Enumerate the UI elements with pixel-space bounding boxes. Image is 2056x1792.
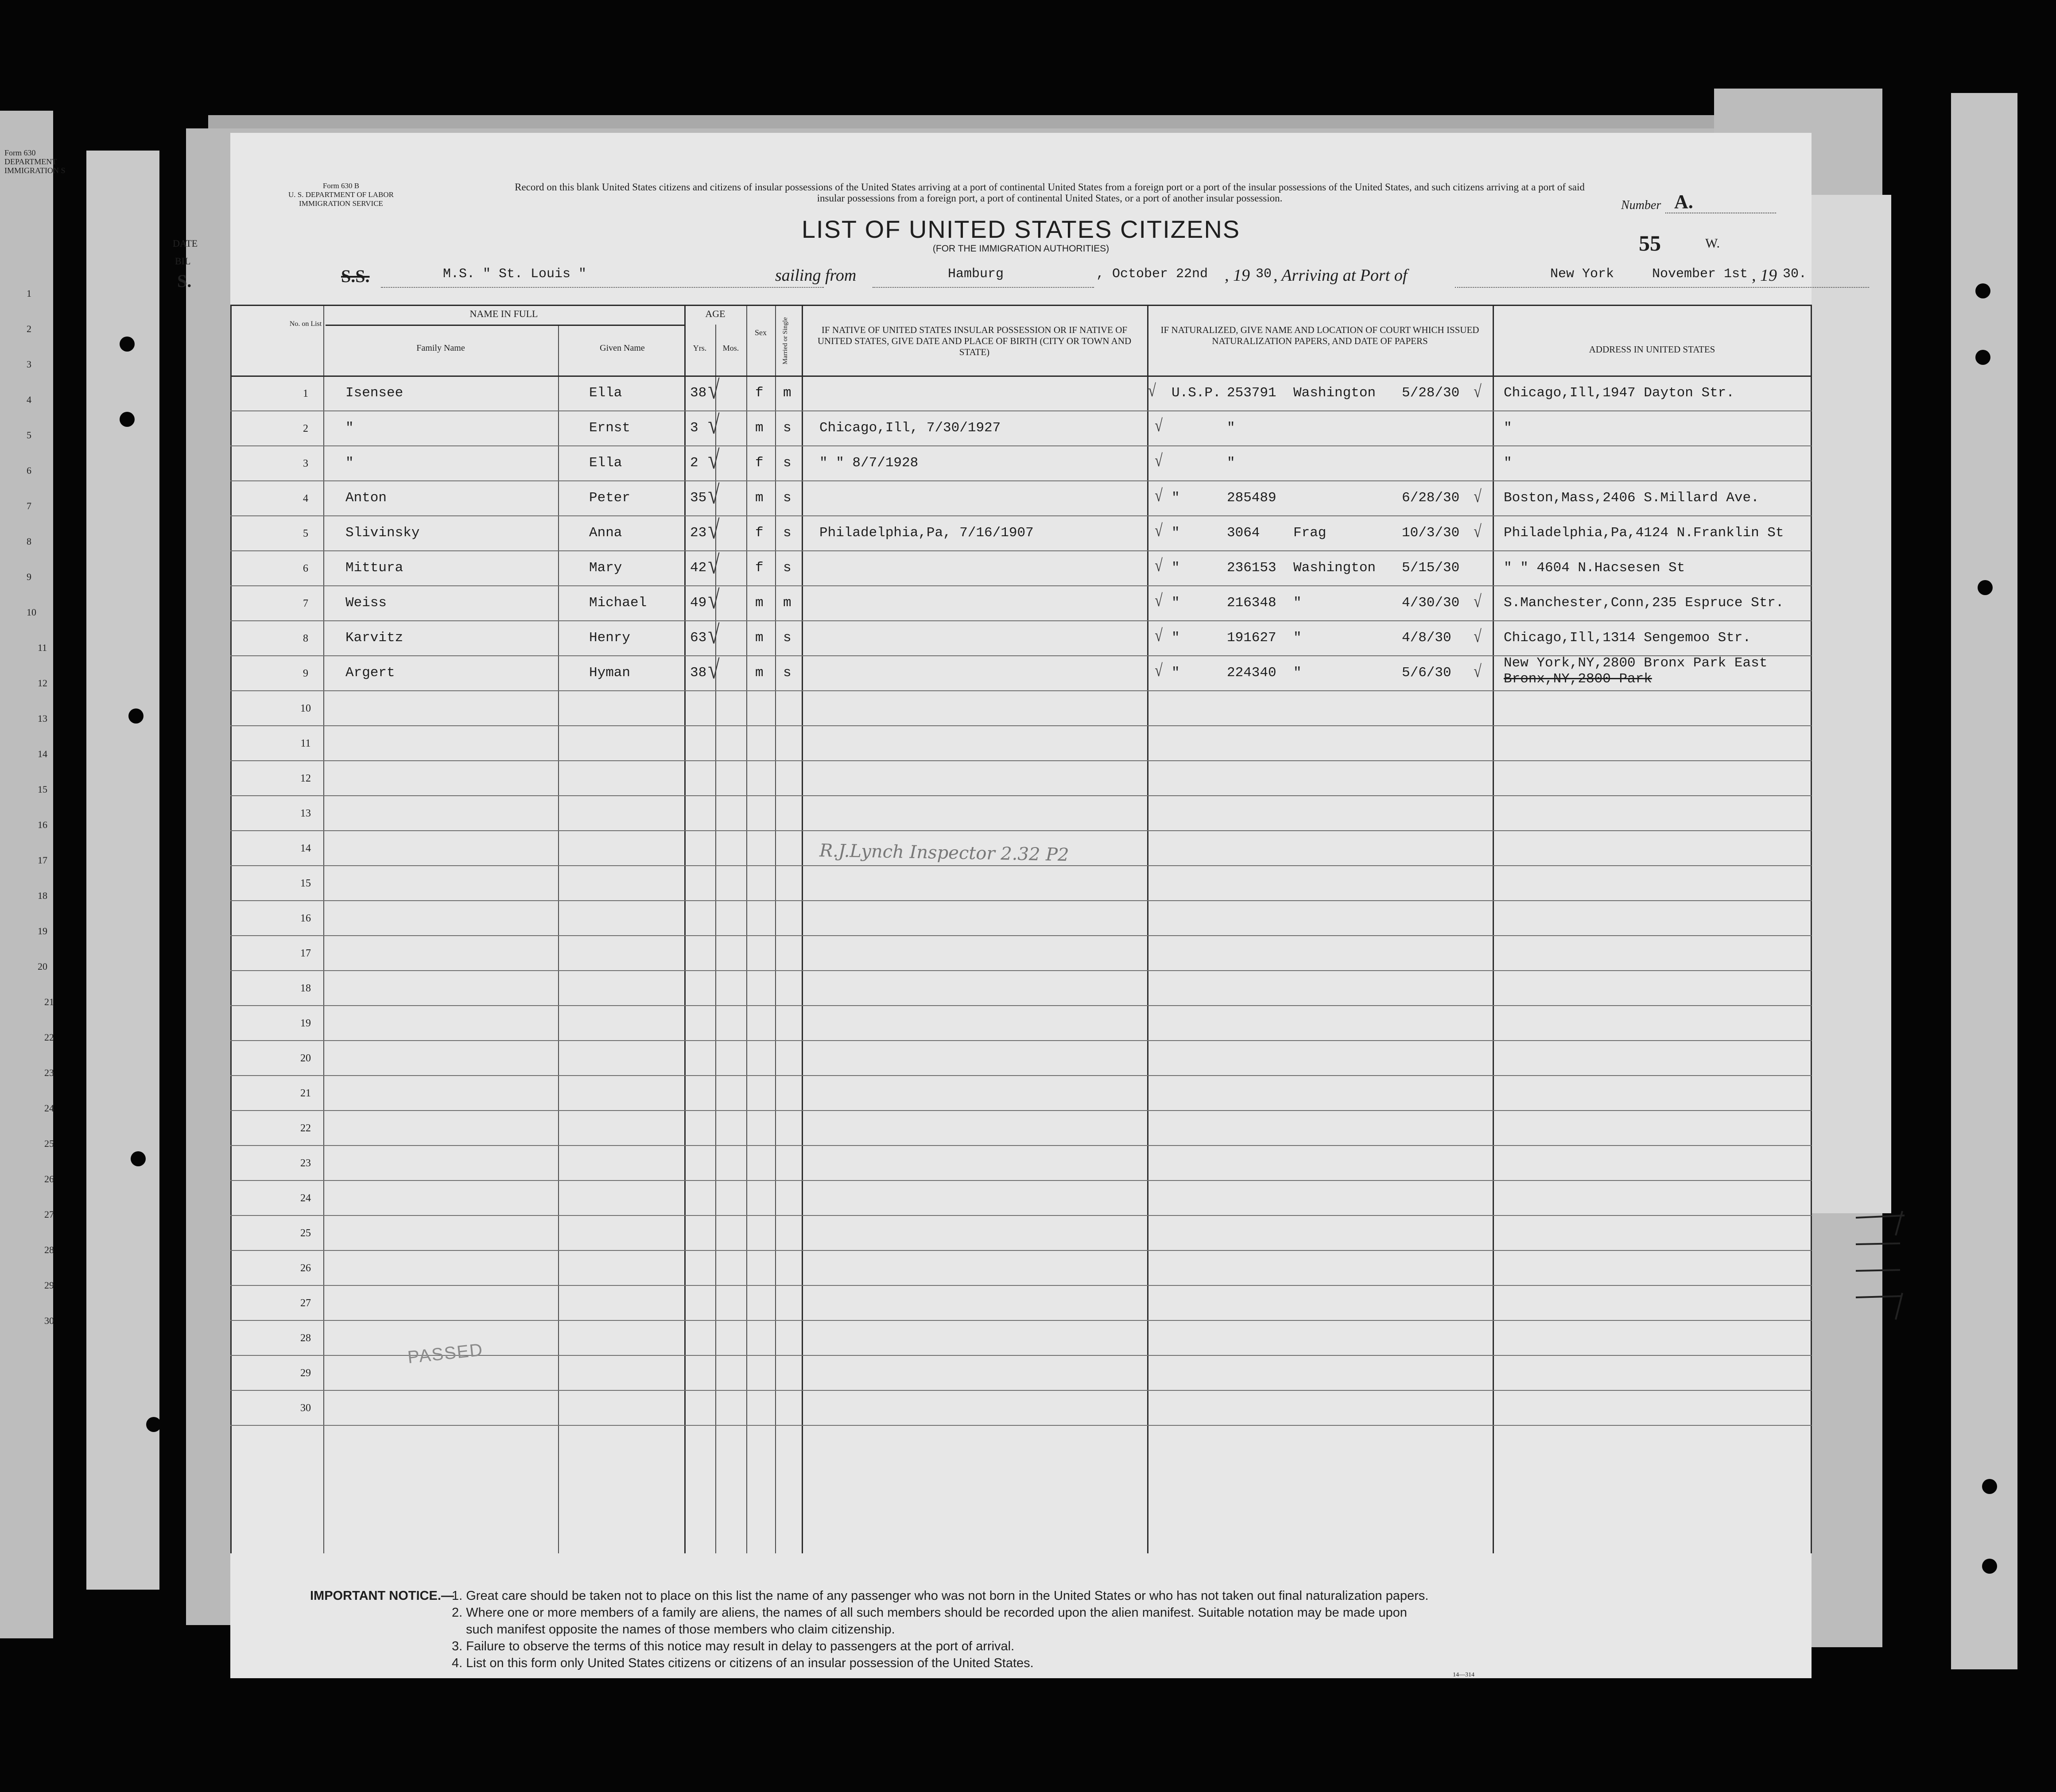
row-number: 9 <box>303 668 308 679</box>
left-strip-number: 3 <box>27 359 31 370</box>
row-divider <box>230 410 1812 411</box>
binder-hole <box>128 708 144 724</box>
checkmark-icon: √ <box>708 480 720 509</box>
sex: f <box>755 385 764 401</box>
row-number: 20 <box>300 1053 311 1064</box>
row-divider <box>230 550 1812 551</box>
naturalization-court: Washington <box>1293 385 1376 401</box>
us-address: Philadelphia,Pa,4124 N.Franklin St <box>1504 525 1784 541</box>
age-years: 23 <box>690 525 707 541</box>
naturalization-date: 5/28/30 <box>1402 385 1460 401</box>
row-divider <box>230 760 1812 761</box>
row-divider <box>230 1075 1812 1076</box>
birth-place-date: Philadelphia,Pa, 7/16/1907 <box>819 525 1034 541</box>
row-number: 2 <box>303 423 308 434</box>
given-name: Henry <box>589 630 631 646</box>
arrival-year: 30. <box>1783 267 1807 282</box>
notice-item-1: 1. Great care should be taken not to place on this list the name of any passenger who was not born in the United States or who has not taken out final naturalization papers. <box>452 1589 1429 1603</box>
left-strip-number: 8 <box>27 536 31 547</box>
naturalization-number: 191627 <box>1227 630 1276 646</box>
given-name: Peter <box>589 490 631 506</box>
row-number: 4 <box>303 493 308 504</box>
marital-status: s <box>783 525 791 541</box>
family-name: Mittura <box>345 560 403 576</box>
margin-tally-marks <box>1851 1204 1913 1346</box>
naturalization-number: 224340 <box>1227 665 1276 681</box>
binder-hole <box>146 1417 161 1432</box>
row-number: 3 <box>303 458 308 469</box>
row-number: 8 <box>303 633 308 644</box>
year-prefix: , 19 <box>1225 266 1250 285</box>
row-divider <box>230 865 1812 866</box>
naturalization-prefix: " <box>1172 630 1180 646</box>
left-strip-number: 23 <box>44 1067 54 1078</box>
row-divider <box>230 1425 1812 1426</box>
left-strip-number: 2 <box>27 323 31 334</box>
us-address: Chicago,Ill,1947 Dayton Str. <box>1504 385 1734 401</box>
left-strip-number: 6 <box>27 465 31 476</box>
marital-status: m <box>783 595 791 611</box>
left-strip-number: 14 <box>38 748 47 759</box>
left-strip-number: 27 <box>44 1209 54 1220</box>
left-strip-number: 5 <box>27 430 31 441</box>
row-divider <box>230 480 1812 481</box>
checkmark-icon: √ <box>1155 555 1163 575</box>
row-number: 11 <box>300 738 311 749</box>
left-strip-number: 16 <box>38 819 47 830</box>
row-number: 1 <box>303 388 308 399</box>
us-address: " <box>1504 420 1512 436</box>
checkmark-icon: √ <box>1474 591 1482 611</box>
given-name: Ella <box>589 455 622 471</box>
family-name: Karvitz <box>345 630 403 646</box>
row-divider <box>230 515 1812 516</box>
left-strip-number: 21 <box>44 996 54 1007</box>
sailing-from-label: sailing from <box>775 266 857 285</box>
ss-label: S.S. <box>341 266 370 286</box>
left-strip-number: 4 <box>27 394 31 405</box>
notice-item-2: 2. Where one or more members of a family are aliens, the names of all such members should be recorded upon the alien manifest. Suitable notation may be made upon <box>452 1606 1407 1620</box>
age-years: 2 <box>690 455 698 471</box>
us-address: Chicago,Ill,1314 Sengemoo Str. <box>1504 630 1751 646</box>
naturalization-court: Washington <box>1293 560 1376 576</box>
row-divider <box>230 970 1812 971</box>
left-strip-number: 1 <box>27 288 31 299</box>
row-number: 17 <box>300 948 311 959</box>
header-naturalized: IF NATURALIZED, GIVE NAME AND LOCATION OF COURT WHICH ISSUED NATURALIZATION PAPERS, AND DATE OF PAPERS <box>1160 325 1479 346</box>
checkmark-icon: √ <box>1155 485 1163 505</box>
left-strip-number: 7 <box>27 500 31 511</box>
left-strip-header: Form 630 DEPARTMENT IMMIGRATION S <box>4 148 66 175</box>
birth-place-date: Chicago,Ill, 7/30/1927 <box>819 420 1001 436</box>
naturalization-number: 285489 <box>1227 490 1276 506</box>
naturalization-date: 4/8/30 <box>1402 630 1451 646</box>
checkmark-icon: √ <box>708 585 720 614</box>
checkmark-icon: √ <box>708 620 720 649</box>
naturalization-court: " <box>1293 630 1302 646</box>
vessel-name: M.S. " St. Louis " <box>443 267 587 282</box>
age-years: 35 <box>690 490 707 506</box>
left-strip-number: 20 <box>38 961 47 972</box>
binder-hole <box>1975 283 1990 298</box>
family-name: Slivinsky <box>345 525 420 541</box>
row-number: 6 <box>303 563 308 574</box>
sex: f <box>755 525 764 541</box>
left-strip-number: 17 <box>38 855 47 866</box>
page-title: LIST OF UNITED STATES CITIZENS <box>801 215 1241 243</box>
row-divider <box>230 1390 1812 1391</box>
given-name: Michael <box>589 595 647 611</box>
row-divider <box>230 1320 1812 1321</box>
passed-stamp: PASSED <box>407 1340 485 1367</box>
naturalization-number: 216348 <box>1227 595 1276 611</box>
age-years: 3 <box>690 420 698 436</box>
row-number: 14 <box>300 843 311 854</box>
family-name: Isensee <box>345 385 403 401</box>
left-strip-number: 29 <box>44 1280 54 1291</box>
record-instructions: Record on this blank United States citizens and citizens of insular possessions of the United States arriving at a port of continental United States from a foreign port or a port of the insular possessions of the United States, and such citizens arriving at a port of said insular possessions from a foreign port, a port of continental United States, or a port of another insular possession. <box>515 182 1585 204</box>
notice-item-3: 3. Failure to observe the terms of this notice may result in delay to passengers at the port of arrival. <box>452 1639 1015 1653</box>
checkmark-icon: √ <box>1155 625 1163 645</box>
row-divider <box>230 1180 1812 1181</box>
row-number: 13 <box>300 808 311 819</box>
voyage-line <box>328 266 1807 290</box>
left-strip-number: 9 <box>27 571 31 582</box>
family-name: Anton <box>345 490 387 506</box>
row-divider <box>230 830 1812 831</box>
row-number: 26 <box>300 1262 311 1274</box>
row-number: 21 <box>300 1088 311 1099</box>
row-divider <box>230 725 1812 726</box>
left-strip-number: 18 <box>38 890 47 901</box>
us-address: " <box>1504 455 1512 471</box>
age-years: 42 <box>690 560 707 576</box>
notice-item-4: 4. List on this form only United States citizens or citizens of an insular possession of the United States. <box>452 1656 1034 1670</box>
header-family-name: Family Name <box>416 343 465 353</box>
birth-place-date: " " 8/7/1928 <box>819 455 919 471</box>
checkmark-icon: √ <box>1474 381 1482 401</box>
row-number: 25 <box>300 1227 311 1239</box>
page-number: 55 <box>1639 231 1661 255</box>
row-number: 12 <box>300 773 311 784</box>
header-sex: Sex <box>755 328 767 337</box>
header-no-on-list: No. on List <box>289 320 322 328</box>
binder-hole <box>131 1151 146 1166</box>
checkmark-icon: √ <box>1155 450 1163 470</box>
marital-status: s <box>783 630 791 646</box>
row-number: 19 <box>300 1018 311 1029</box>
given-name: Ella <box>589 385 622 401</box>
row-number: 5 <box>303 528 308 539</box>
age-years: 38 <box>690 665 707 681</box>
header-name-in-full: NAME IN FULL <box>469 308 538 319</box>
sex: f <box>755 560 764 576</box>
naturalization-date: 5/6/30 <box>1402 665 1451 681</box>
row-number: 18 <box>300 983 311 994</box>
naturalization-number: " <box>1227 455 1235 471</box>
naturalization-date: 10/3/30 <box>1402 525 1460 541</box>
left-strip2-date: DATE <box>173 238 198 249</box>
departure-port: Hamburg <box>948 267 1004 282</box>
given-name: Mary <box>589 560 622 576</box>
left-page-strip <box>0 111 53 1638</box>
row-divider <box>230 690 1812 691</box>
checkmark-icon: √ <box>1155 660 1163 680</box>
row-divider <box>230 585 1812 586</box>
marital-status: s <box>783 490 791 506</box>
binder-hole <box>120 412 135 427</box>
right-page-strip <box>1951 93 2017 1669</box>
left-strip2-bil: BIL <box>175 255 191 267</box>
row-divider <box>230 795 1812 796</box>
family-name: " <box>345 455 354 471</box>
binder-hole <box>1975 350 1990 365</box>
row-number: 16 <box>300 913 311 924</box>
family-name: " <box>345 420 354 436</box>
checkmark-icon: √ <box>708 445 720 474</box>
checkmark-icon: √ <box>1474 486 1482 506</box>
sex: f <box>755 455 764 471</box>
header-mos: Mos. <box>722 344 739 352</box>
given-name: Anna <box>589 525 622 541</box>
checkmark-icon: √ <box>708 410 720 439</box>
left-strip-number: 28 <box>44 1244 54 1255</box>
age-years: 49 <box>690 595 707 611</box>
naturalization-court: Frag <box>1293 525 1327 541</box>
row-divider <box>230 620 1812 621</box>
number-label: Number <box>1621 198 1661 212</box>
checkmark-icon: √ <box>1155 590 1163 610</box>
arrival-port: New York <box>1550 267 1614 282</box>
row-divider <box>230 935 1812 936</box>
form-reference: 14—314 <box>1453 1672 1474 1678</box>
naturalization-court: " <box>1293 595 1302 611</box>
notice-item-2-cont: such manifest opposite the names of those members who claim citizenship. <box>466 1622 895 1637</box>
naturalization-date: 6/28/30 <box>1402 490 1460 506</box>
marital-status: s <box>783 560 791 576</box>
row-number: 30 <box>300 1402 311 1414</box>
checkmark-icon: √ <box>1155 415 1163 435</box>
naturalization-prefix: " <box>1172 525 1180 541</box>
row-number: 7 <box>303 598 308 609</box>
sex: m <box>755 630 764 646</box>
checkmark-icon: √ <box>1148 380 1156 400</box>
binder-hole <box>1982 1479 1997 1494</box>
checkmark-icon: √ <box>708 375 720 404</box>
naturalization-number: 236153 <box>1227 560 1276 576</box>
checkmark-icon: √ <box>1474 661 1482 681</box>
left-strip-number: 19 <box>38 925 47 937</box>
given-name: Hyman <box>589 665 631 681</box>
binder-hole <box>1978 580 1993 595</box>
checkmark-icon: √ <box>1474 521 1482 541</box>
marital-status: s <box>783 455 791 471</box>
row-divider <box>230 1285 1812 1286</box>
sex: m <box>755 665 764 681</box>
marital-status: m <box>783 385 791 401</box>
row-divider <box>230 900 1812 901</box>
left-strip2-mark: S. <box>177 271 192 291</box>
us-address: New York,NY,2800 Bronx Park East <box>1504 655 1768 671</box>
naturalization-prefix: " <box>1172 665 1180 681</box>
left-strip-number: 12 <box>38 677 47 689</box>
left-strip-number: 25 <box>44 1138 54 1149</box>
arriving-label: , Arriving at Port of <box>1273 266 1408 285</box>
page-subtitle: (FOR THE IMMIGRATION AUTHORITIES) <box>932 244 1109 254</box>
passenger-list-page <box>230 133 1812 1678</box>
naturalization-number: 253791 <box>1227 385 1276 401</box>
left-strip-number: 15 <box>38 784 47 795</box>
naturalization-prefix: U.S.P. <box>1172 385 1221 401</box>
header-given-name: Given Name <box>600 343 645 353</box>
left-strip-number: 10 <box>27 607 36 618</box>
departure-date: , October 22nd <box>1096 267 1208 282</box>
row-divider <box>230 1040 1812 1041</box>
marital-status: s <box>783 665 791 681</box>
sex: m <box>755 420 764 436</box>
left-strip-number: 13 <box>38 713 47 724</box>
naturalization-number: 3064 <box>1227 525 1260 541</box>
row-number: 23 <box>300 1157 311 1169</box>
number-value: A. <box>1674 191 1693 213</box>
us-address: S.Manchester,Conn,235 Espruce Str. <box>1504 595 1784 611</box>
page-suffix: W. <box>1705 236 1720 251</box>
naturalization-prefix: " <box>1172 595 1180 611</box>
checkmark-icon: √ <box>708 550 720 579</box>
row-number: 28 <box>300 1332 311 1344</box>
row-number: 22 <box>300 1122 311 1134</box>
given-name: Ernst <box>589 420 631 436</box>
checkmark-icon: √ <box>1155 520 1163 540</box>
us-address-struck: Bronx,NY,2800 Park <box>1504 671 1652 687</box>
row-divider <box>230 1215 1812 1216</box>
row-divider <box>230 1145 1812 1146</box>
header-address: ADDRESS IN UNITED STATES <box>1589 344 1715 355</box>
naturalization-prefix: " <box>1172 560 1180 576</box>
arrival-year-prefix: , 19 <box>1752 266 1777 285</box>
us-address: " " 4604 N.Hacsesen St <box>1504 560 1685 576</box>
header-age: AGE <box>705 308 725 319</box>
left-strip-number: 22 <box>44 1032 54 1043</box>
inspector-handwritten-note: R.J.Lynch Inspector 2.32 P2 <box>819 840 1069 865</box>
form-identifier: Form 630 B U. S. DEPARTMENT OF LABOR IMMIGRATION SERVICE <box>288 182 394 208</box>
family-name: Weiss <box>345 595 387 611</box>
header-native-birth: IF NATIVE OF UNITED STATES INSULAR POSSESSION OR IF NATIVE OF UNITED STATES, GIVE DATE AND PLACE OF BIRTH (CITY OR TOWN AND STATE) <box>817 325 1132 357</box>
binder-hole <box>120 337 135 352</box>
notice-lead: IMPORTANT NOTICE.— <box>310 1589 454 1603</box>
left-page-strip-2 <box>86 151 159 1590</box>
row-divider <box>230 1110 1812 1111</box>
age-years: 38 <box>690 385 707 401</box>
passenger-table <box>230 305 1812 1553</box>
departure-year: 30 <box>1256 267 1272 282</box>
left-strip-number: 30 <box>44 1315 54 1326</box>
row-number: 10 <box>300 703 311 714</box>
sex: m <box>755 490 764 506</box>
header-yrs: Yrs. <box>693 344 707 352</box>
row-divider <box>230 1005 1812 1006</box>
left-strip-number: 24 <box>44 1103 54 1114</box>
checkmark-icon: √ <box>1474 626 1482 646</box>
header-married-single: Married or Single <box>782 317 789 365</box>
naturalization-prefix: " <box>1172 490 1180 506</box>
marital-status: s <box>783 420 791 436</box>
sex: m <box>755 595 764 611</box>
age-years: 63 <box>690 630 707 646</box>
left-strip-number: 26 <box>44 1173 54 1184</box>
row-number: 24 <box>300 1192 311 1204</box>
naturalization-number: " <box>1227 420 1235 436</box>
row-number: 29 <box>300 1367 311 1379</box>
arrival-date: November 1st <box>1652 267 1748 282</box>
row-number: 15 <box>300 878 311 889</box>
naturalization-court: " <box>1293 665 1302 681</box>
row-number: 27 <box>300 1297 311 1309</box>
us-address: Boston,Mass,2406 S.Millard Ave. <box>1504 490 1759 506</box>
row-divider <box>230 1250 1812 1251</box>
row-divider <box>230 445 1812 446</box>
checkmark-icon: √ <box>708 655 720 684</box>
naturalization-date: 4/30/30 <box>1402 595 1460 611</box>
binder-hole <box>1982 1559 1997 1574</box>
checkmark-icon: √ <box>708 515 720 544</box>
naturalization-date: 5/15/30 <box>1402 560 1460 576</box>
left-strip-number: 11 <box>38 642 47 653</box>
family-name: Argert <box>345 665 395 681</box>
